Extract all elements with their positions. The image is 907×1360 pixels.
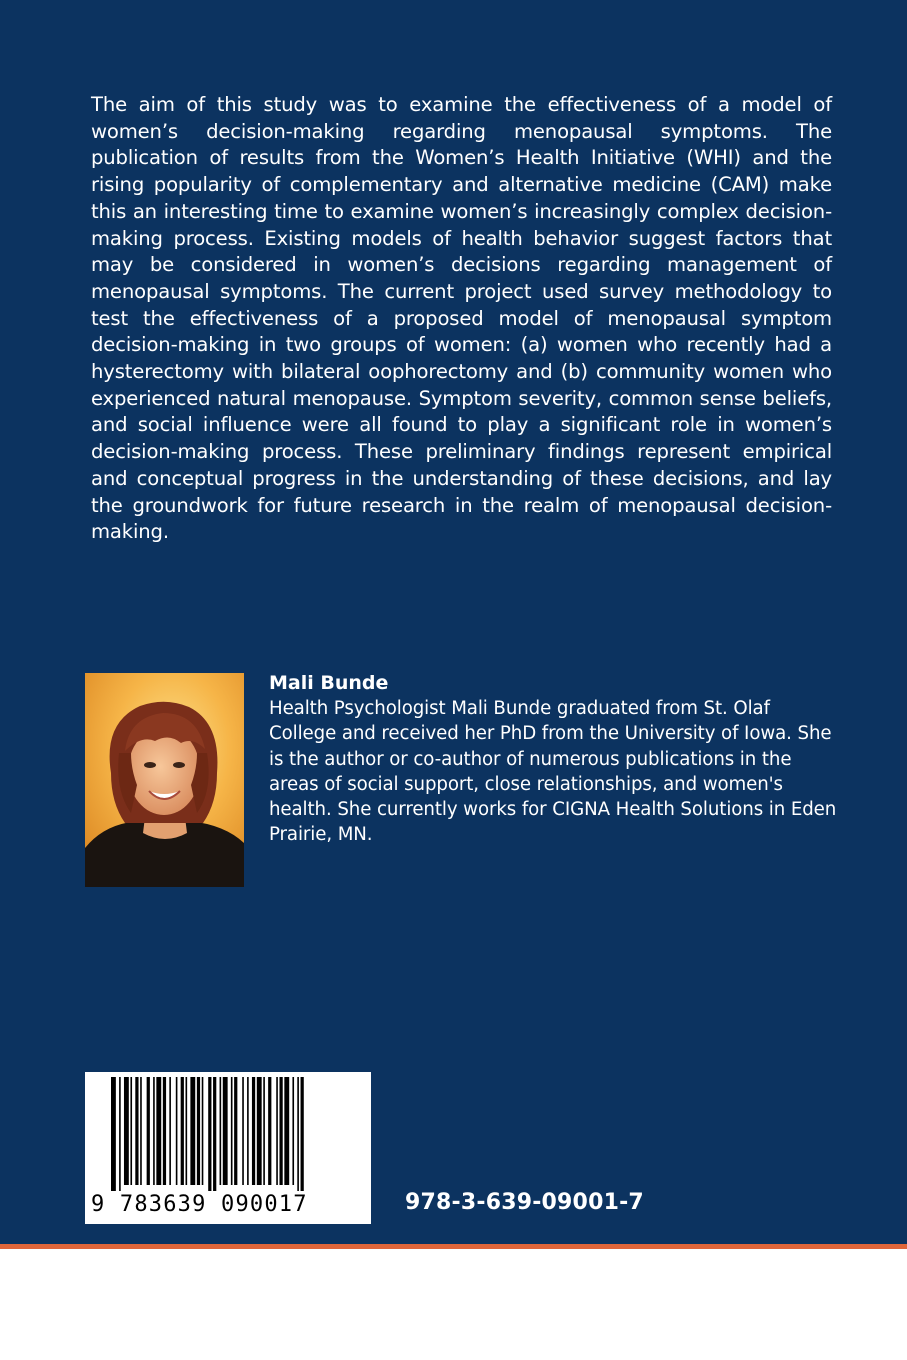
- author-bio: Health Psychologist Mali Bunde graduated from St. Olaf College and received her PhD from the University of Iowa. She is the author or co-author of numerous publications in the areas of social support, close relationships, and women's health. She currently works for CIGNA Health Solutions in Eden Prairie, MN.: [269, 698, 837, 846]
- barcode-bar: [247, 1077, 249, 1185]
- bottom-margin: [0, 1249, 907, 1360]
- barcode-bar: [231, 1077, 233, 1185]
- abstract-text: The aim of this study was to examine the effectiveness of a model of women’s decision-making regarding menopausal symptoms. The publication of results from the Women’s Health Initiative (WHI) and the rising popularity of complementary and alternative medicine (CAM) make this an interesting time to examine women’s increasingly complex decision-making process. Existing models of health behavior suggest factors that may be considered in women’s decisions regarding management of menopausal symptoms. The current project used survey methodology to test the effectiveness of a proposed model of menopausal symptom decision-making in two groups of women: (a) women who recently had a hysterectomy with bilateral oophorectomy and (b) community women who experienced natural menopause. Symptom severity, common sense beliefs, and social influence were all found to play a significant role in women’s decision-making process. These preliminary findings represent empirical and conceptual progress in the understanding of these decisions, and lay the groundwork for future research in the realm of menopausal decision- making.: [91, 93, 832, 544]
- barcode-bar: [292, 1077, 294, 1185]
- barcode-bar: [276, 1077, 278, 1185]
- barcode: [85, 1072, 371, 1224]
- barcode-bar: [163, 1077, 166, 1185]
- barcode-bar: [208, 1077, 211, 1191]
- barcode-bar: [279, 1077, 282, 1185]
- barcode-bar: [252, 1077, 255, 1185]
- barcode-bar: [202, 1077, 204, 1185]
- author-photo: [85, 673, 244, 887]
- barcode-bar: [197, 1077, 200, 1185]
- barcode-bar: [234, 1077, 237, 1185]
- barcode-bar: [263, 1077, 265, 1185]
- barcode-bar: [220, 1077, 222, 1185]
- barcode-digits: 9 783639 090017: [91, 1192, 308, 1217]
- barcode-bar: [147, 1077, 150, 1185]
- barcode-bar: [169, 1077, 171, 1185]
- barcode-bar: [223, 1077, 228, 1185]
- barcode-bar: [213, 1077, 216, 1191]
- barcode-bar: [181, 1077, 184, 1185]
- barcode-bar: [140, 1077, 142, 1185]
- barcode-bar: [156, 1077, 161, 1185]
- barcode-bar: [190, 1077, 195, 1185]
- barcode-bar: [153, 1077, 155, 1185]
- barcode-bar: [297, 1077, 299, 1191]
- barcode-bar: [130, 1077, 132, 1185]
- barcode-bar: [242, 1077, 244, 1185]
- barcode-bar: [268, 1077, 271, 1185]
- barcode-bar: [111, 1077, 116, 1191]
- barcode-bars: [111, 1077, 351, 1191]
- author-name: Mali Bunde: [269, 672, 389, 694]
- barcode-bar: [257, 1077, 262, 1185]
- barcode-bar: [119, 1077, 121, 1191]
- barcode-bar: [176, 1077, 178, 1185]
- barcode-bar: [186, 1077, 188, 1185]
- barcode-bar: [135, 1077, 138, 1185]
- barcode-bar: [284, 1077, 289, 1185]
- barcode-bar: [124, 1077, 129, 1185]
- isbn-number: 978-3-639-09001-7: [405, 1190, 644, 1215]
- barcode-bar: [301, 1077, 304, 1191]
